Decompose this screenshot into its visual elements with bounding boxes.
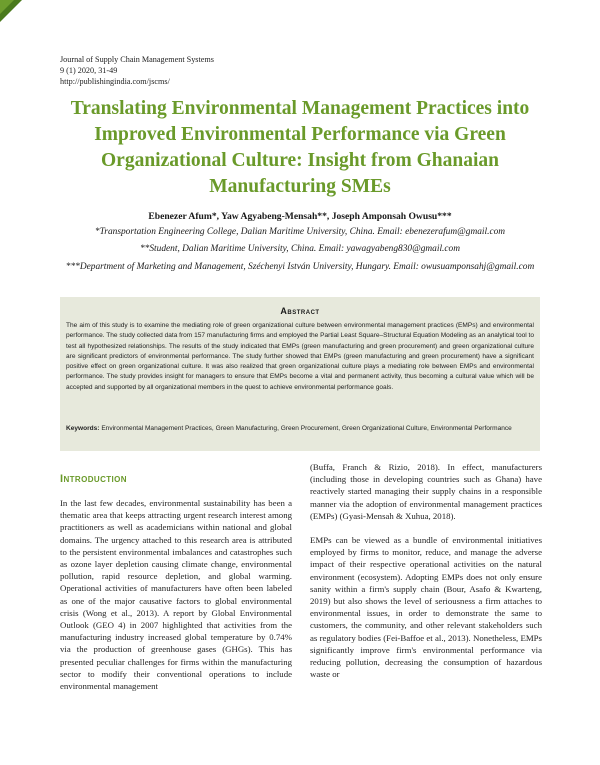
paper-title: Translating Environmental Management Practices into Improved Environmental Performance via Green Organizational Culture: Insight from Ghanaian Manufacturing SMEs: [70, 98, 530, 197]
abstract-box: [60, 297, 540, 451]
affiliation-3: ***Department of Marketing and Management, Széchenyi István University, Hungary. Email: owusuamponsahj@gmail.com: [65, 262, 535, 272]
keywords: [66, 424, 534, 434]
author-list: Ebenezer Afum*, Yaw Agyabeng-Mensah**, Joseph Amponsah Owusu***: [148, 211, 452, 222]
paragraph: In the last few decades, environmental sustainability has been a thematic area that keeps attracting urgent research interest among practitioners as well as academicians within national and global domains. The urgency attached to this research area is attributed to the persistent environmental imbalances and catastrophes such as ozone layer depletion causing climate change, environmental pollution, rapid resource depletion, and global warming. Operational activities of manufacturers have often been labeled as one of the major causative factors to global environmental crisis (Wong et al., 2013). A report by Global Environmental Outlook (GEO 4) in 2007 highlighted that activities from the manufacturing industry increased global temperature by 0.74% via the production of greenhouse gases (GHGs). This has presented peculiar challenges for firms within the manufacturing sector to modify their conventional operations to include environmental management: [60, 498, 292, 692]
paragraph: EMPs can be viewed as a bundle of environmental initiatives employed by firms to monitor, reduce, and manage the adverse impact of their respective operational activities on the natural environment (ecosystem). Adopting EMPs does not only ensure sanity within a firm's supply chain (Bour, Asafo & Kwarteng, 2019) but also shows the level of seriousness a firm attaches to environmental issues, in order to demonstrate the same to customers, the community, and other relevant stakeholders such as regulatory bodies (Fei-Baffoe et al., 2013). Nonetheless, EMPs significantly improve firm's environmental performance via reducing pollution, decreasing the consumption of hazardous waste or: [310, 535, 542, 680]
abstract-text: The aim of this study is to examine the mediating role of green organizational culture between environmental management practices (EMPs) and environmental performance. The study collected data from 157 manufacturing firms and employed the Partial Least Square–Structural Equation Modeling as an analytical tool to test all hypothesized relationships. The results of the study indicated that EMPs (green manufacturing and green procurement) and green organizational culture are significant predictors of environmental performance. The study further showed that EMPs (green manufacturing and green procurement) have a significant positive effect on green organizational culture. It was also realized that green organizational culture plays a mediating role between EMPs and environmental performance. The study provides insight for managers to ensure that EMPs become a vital and permanent activity, thus becoming a cultural value which will be accepted and supported by all organizational members in the quest to achieve environmental performance goals.: [66, 322, 534, 391]
affiliation-2: **Student, Dalian Maritime University, China. Email: yawagyabeng830@gmail.com: [139, 244, 461, 254]
affiliation-1: *Transportation Engineering College, Dalian Maritime University, China. Email: ebenezerafum@gmail.com: [94, 227, 506, 237]
keywords-list: Environmental Management Practices, Green Manufacturing, Green Procurement, Green Organizational Culture, Environmental Performance: [101, 425, 512, 432]
journal-header: [60, 55, 214, 87]
paragraph: (Buffa, Franch & Rizio, 2018). In effect, manufacturers (including those in developing countries such as Ghana) have reactively started managing their supply chains in a responsible manner via the adoption of environmental management practices (EMPs) (Gyasi-Mensah & Xuhua, 2018).: [310, 462, 542, 521]
corner-decoration-inner: [0, 0, 14, 14]
abstract-heading: Abstract: [280, 306, 320, 316]
journal-url[interactable]: http://publishingindia.com/jscms/: [60, 76, 170, 86]
journal-issue: 9 (1) 2020, 31-49: [60, 65, 118, 75]
body-column-right: [310, 461, 542, 680]
section-heading-introduction: Introduction: [60, 473, 127, 485]
journal-name: Journal of Supply Chain Management Systems: [60, 55, 214, 64]
keywords-label: Keywords:: [66, 425, 100, 432]
body-column-left: [60, 497, 292, 692]
